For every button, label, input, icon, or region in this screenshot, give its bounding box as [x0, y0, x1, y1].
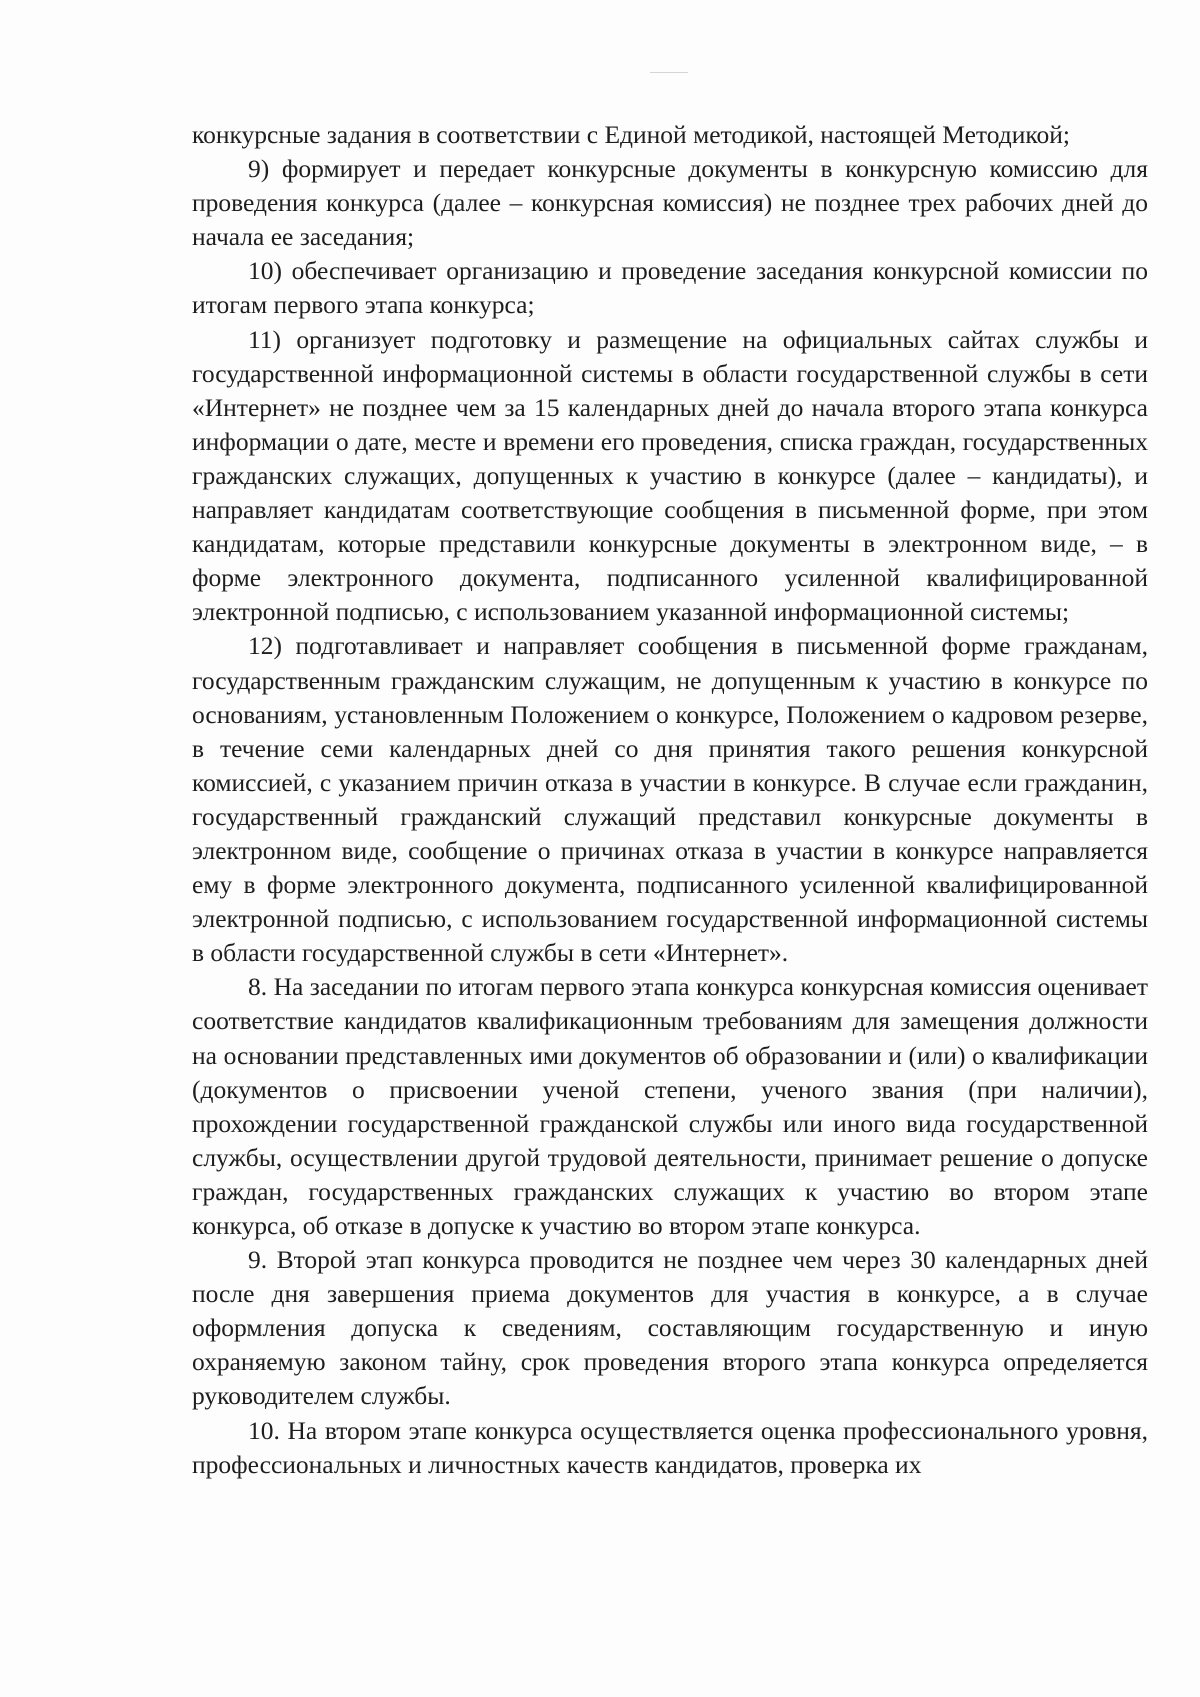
paragraph-item-10: 10) обеспечивает организацию и проведение заседания конкурсной комиссии по итогам первого этапа конкурса; — [192, 256, 1148, 320]
document-body — [192, 118, 1148, 1482]
paragraph-section-8: 8. На заседании по итогам первого этапа конкурса конкурсная комиссия оценивает соответствие кандидатов квалификационным требованиям для замещения должности на основании представленных ими документов об образовании и (или) о квалификации (документов о присвоении ученой степени, ученого звания (при наличии), прохождении государственной гражданской службы или иного вида государственной службы, осуществлении другой трудовой деятельности, принимает решение о допуске граждан, государственных гражданских служащих к участию во втором этапе конкурса, об отказе в допуске к участию во втором этапе конкурса. — [192, 972, 1148, 1240]
scan-artifact — [650, 72, 688, 73]
paragraph-item-12: 12) подготавливает и направляет сообщения в письменной форме гражданам, государственным гражданским служащим, не допущенным к участию в конкурсе по основаниям, установленным Положением о конкурсе, Положением о кадровом резерве, в течение семи календарных дней со дня принятия такого решения конкурсной комиссией, с указанием причин отказа в участии в конкурсе. В случае если гражданин, государственный гражданский служащий представил конкурсные документы в электронном виде, сообщение о причинах отказа в участии в конкурсе направляется ему в форме электронного документа, подписанного усиленной квалифицированной электронной подписью, с использованием государственной информационной системы в области государственной службы в сети «Интернет». — [192, 631, 1148, 968]
paragraph-section-10: 10. На втором этапе конкурса осуществляется оценка профессионального уровня, профессиональных и личностных качеств кандидатов, проверка их — [192, 1415, 1148, 1479]
paragraph-item-9: 9) формирует и передает конкурсные документы в конкурсную комиссию для проведения конкурса (далее – конкурсная комиссия) не позднее трех рабочих дней до начала ее заседания; — [192, 154, 1148, 252]
paragraph-continuation: конкурсные задания в соответствии с Единой методикой, настоящей Методикой; — [192, 120, 1070, 149]
paragraph-section-9: 9. Второй этап конкурса проводится не позднее чем через 30 календарных дней после дня завершения приема документов для участия в конкурсе, а в случае оформления допуска к сведениям, составляющим государственную и иную охраняемую законом тайну, срок проведения второго этапа конкурса определяется руководителем службы. — [192, 1245, 1148, 1411]
paragraph-item-11: 11) организует подготовку и размещение на официальных сайтах службы и государственной информационной системы в области государственной службы в сети «Интернет» не позднее чем за 15 календарных дней до начала второго этапа конкурса информации о дате, месте и времени его проведения, списка граждан, государственных гражданских служащих, допущенных к участию в конкурсе (далее – кандидаты), и направляет кандидатам соответствующие сообщения в письменной форме, при этом кандидатам, которые представили конкурсные документы в электронном виде, – в форме электронного документа, подписанного усиленной квалифицированной электронной подписью, с использованием указанной информационной системы; — [192, 324, 1148, 627]
